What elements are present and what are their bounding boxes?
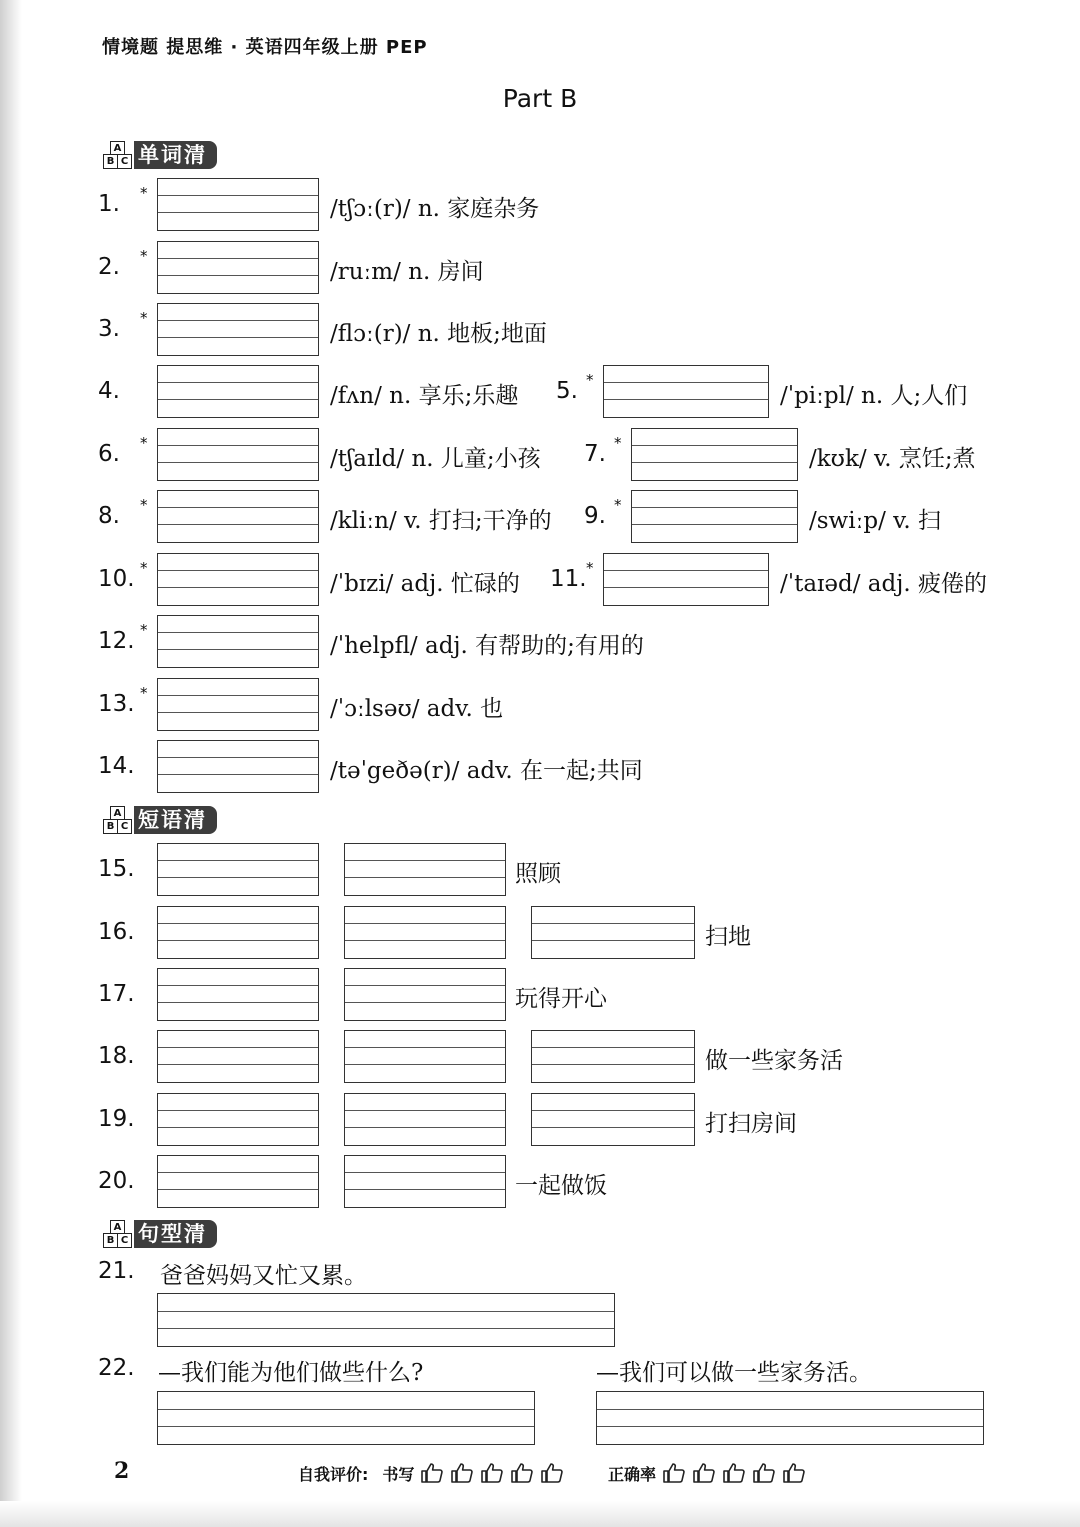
phrase-answer-box[interactable] [344, 1093, 506, 1146]
word-number: 11. [550, 566, 587, 592]
writing-thumbs [420, 1461, 564, 1485]
sentence-prompt: 爸爸妈妈又忙又累。 [160, 1263, 367, 1289]
word-answer-box[interactable] [157, 365, 319, 418]
word-definition: /swiːp/ v. 扫 [809, 508, 942, 534]
word-definition: /tʃaɪld/ n. 儿童;小孩 [330, 446, 541, 472]
word-definition: /ˈbɪzi/ adj. 忙碌的 [330, 571, 520, 597]
word-definition: /təˈgeðə(r)/ adv. 在一起;共同 [330, 758, 643, 784]
star-mark: * [140, 184, 148, 202]
phrase-meaning: 一起做饭 [515, 1173, 607, 1199]
page-number: 2 [114, 1458, 130, 1484]
page-edge-shadow [0, 0, 22, 1527]
self-eval-accuracy [608, 1461, 806, 1485]
word-definition: /ˈhelpfl/ adj. 有帮助的;有用的 [330, 633, 644, 659]
word-answer-box[interactable] [157, 740, 319, 793]
sentence-answer-box[interactable] [596, 1391, 984, 1445]
phrase-answer-box[interactable] [344, 906, 506, 959]
word-number: 1. [98, 191, 120, 217]
phrase-meaning: 扫地 [705, 924, 751, 950]
word-number: 2. [98, 254, 120, 280]
word-number: 4. [98, 378, 120, 404]
word-definition: /ˈɔːlsəʊ/ adv. 也 [330, 696, 504, 722]
word-definition: /kliːn/ v. 打扫;干净的 [330, 508, 552, 534]
abc-blocks-icon: A B C [102, 1220, 134, 1248]
thumbs-up-icon[interactable] [662, 1461, 686, 1485]
thumbs-up-icon[interactable] [510, 1461, 534, 1485]
star-mark: * [140, 247, 148, 265]
phrase-meaning: 玩得开心 [515, 986, 607, 1012]
star-mark: * [586, 371, 594, 389]
word-definition: /flɔː(r)/ n. 地板;地面 [330, 321, 547, 347]
phrase-answer-box[interactable] [531, 1093, 695, 1146]
word-definition: /ˈpiːpl/ n. 人;人们 [780, 383, 968, 409]
section-phrases-title: 短语清 [134, 806, 217, 834]
word-number: 12. [98, 628, 135, 654]
star-mark: * [140, 621, 148, 639]
phrase-answer-box[interactable] [344, 843, 506, 896]
star-mark: * [586, 559, 594, 577]
phrase-number: 18. [98, 1043, 135, 1069]
thumbs-up-icon[interactable] [692, 1461, 716, 1485]
word-number: 7. [584, 441, 606, 467]
thumbs-up-icon[interactable] [722, 1461, 746, 1485]
word-number: 9. [584, 503, 606, 529]
section-sentences-title: 句型清 [134, 1220, 217, 1248]
book-header: 情境题 提思维 · 英语四年级上册 PEP [102, 37, 428, 58]
sentence-number: 22. [98, 1355, 135, 1381]
thumbs-up-icon[interactable] [480, 1461, 504, 1485]
phrase-meaning: 打扫房间 [705, 1111, 797, 1137]
sentence-number: 21. [98, 1258, 135, 1284]
sentence-answer-box[interactable] [157, 1391, 535, 1445]
word-answer-box[interactable] [157, 178, 319, 231]
word-definition: /ˈtaɪəd/ adj. 疲倦的 [780, 571, 987, 597]
word-definition: /kʊk/ v. 烹饪;煮 [809, 446, 976, 472]
phrase-answer-box[interactable] [531, 906, 695, 959]
word-answer-box[interactable] [631, 490, 798, 543]
word-number: 10. [98, 566, 135, 592]
phrase-number: 15. [98, 856, 135, 882]
section-phrases-badge [102, 805, 217, 835]
word-number: 13. [98, 691, 135, 717]
abc-blocks-icon: A B C [102, 806, 134, 834]
phrase-answer-box[interactable] [344, 968, 506, 1021]
self-eval-label: 自我评价: [298, 1464, 369, 1484]
word-number: 14. [98, 753, 135, 779]
phrase-answer-box[interactable] [157, 1093, 319, 1146]
phrase-answer-box[interactable] [157, 906, 319, 959]
thumbs-up-icon[interactable] [450, 1461, 474, 1485]
star-mark: * [614, 434, 622, 452]
abc-blocks-icon: A B C [102, 141, 134, 169]
writing-label: 书写 [382, 1464, 415, 1484]
sentence-prompt-question: —我们能为他们做些什么? [158, 1360, 424, 1386]
word-answer-box[interactable] [603, 365, 769, 418]
word-answer-box[interactable] [157, 553, 319, 606]
word-answer-box[interactable] [631, 428, 798, 481]
word-number: 3. [98, 316, 120, 342]
phrase-meaning: 照顾 [515, 861, 561, 887]
phrase-answer-box[interactable] [157, 843, 319, 896]
star-mark: * [140, 434, 148, 452]
phrase-number: 16. [98, 919, 135, 945]
word-definition: /tʃɔː(r)/ n. 家庭杂务 [330, 196, 540, 222]
page-bottom-shadow [0, 1501, 1080, 1527]
thumbs-up-icon[interactable] [782, 1461, 806, 1485]
self-eval-writing [298, 1461, 564, 1485]
section-sentences-badge [102, 1219, 217, 1249]
sentence-answer-box[interactable] [157, 1293, 615, 1347]
word-answer-box[interactable] [603, 553, 769, 606]
thumbs-up-icon[interactable] [540, 1461, 564, 1485]
phrase-answer-box[interactable] [157, 1155, 319, 1208]
word-answer-box[interactable] [157, 428, 319, 481]
word-answer-box[interactable] [157, 615, 319, 668]
word-answer-box[interactable] [157, 303, 319, 356]
accuracy-thumbs [662, 1461, 806, 1485]
phrase-answer-box[interactable] [157, 968, 319, 1021]
word-answer-box[interactable] [157, 678, 319, 731]
word-number: 8. [98, 503, 120, 529]
phrase-meaning: 做一些家务活 [705, 1048, 843, 1074]
phrase-answer-box[interactable] [344, 1030, 506, 1083]
star-mark: * [614, 496, 622, 514]
sentence-prompt-answer: —我们可以做一些家务活。 [596, 1360, 872, 1386]
part-title: Part B [502, 84, 578, 113]
accuracy-label: 正确率 [608, 1464, 657, 1484]
phrase-number: 19. [98, 1106, 135, 1132]
star-mark: * [140, 309, 148, 327]
word-number: 5. [556, 378, 578, 404]
section-words-title: 单词清 [134, 141, 217, 169]
word-definition: /fʌn/ n. 享乐;乐趣 [330, 383, 519, 409]
word-answer-box[interactable] [157, 241, 319, 294]
word-answer-box[interactable] [157, 490, 319, 543]
thumbs-up-icon[interactable] [752, 1461, 776, 1485]
phrase-answer-box[interactable] [344, 1155, 506, 1208]
phrase-answer-box[interactable] [157, 1030, 319, 1083]
phrase-answer-box[interactable] [531, 1030, 695, 1083]
star-mark: * [140, 684, 148, 702]
phrase-number: 20. [98, 1168, 135, 1194]
word-definition: /ruːm/ n. 房间 [330, 259, 484, 285]
star-mark: * [140, 559, 148, 577]
phrase-number: 17. [98, 981, 135, 1007]
section-words-badge [102, 140, 217, 170]
thumbs-up-icon[interactable] [420, 1461, 444, 1485]
star-mark: * [140, 496, 148, 514]
word-number: 6. [98, 441, 120, 467]
